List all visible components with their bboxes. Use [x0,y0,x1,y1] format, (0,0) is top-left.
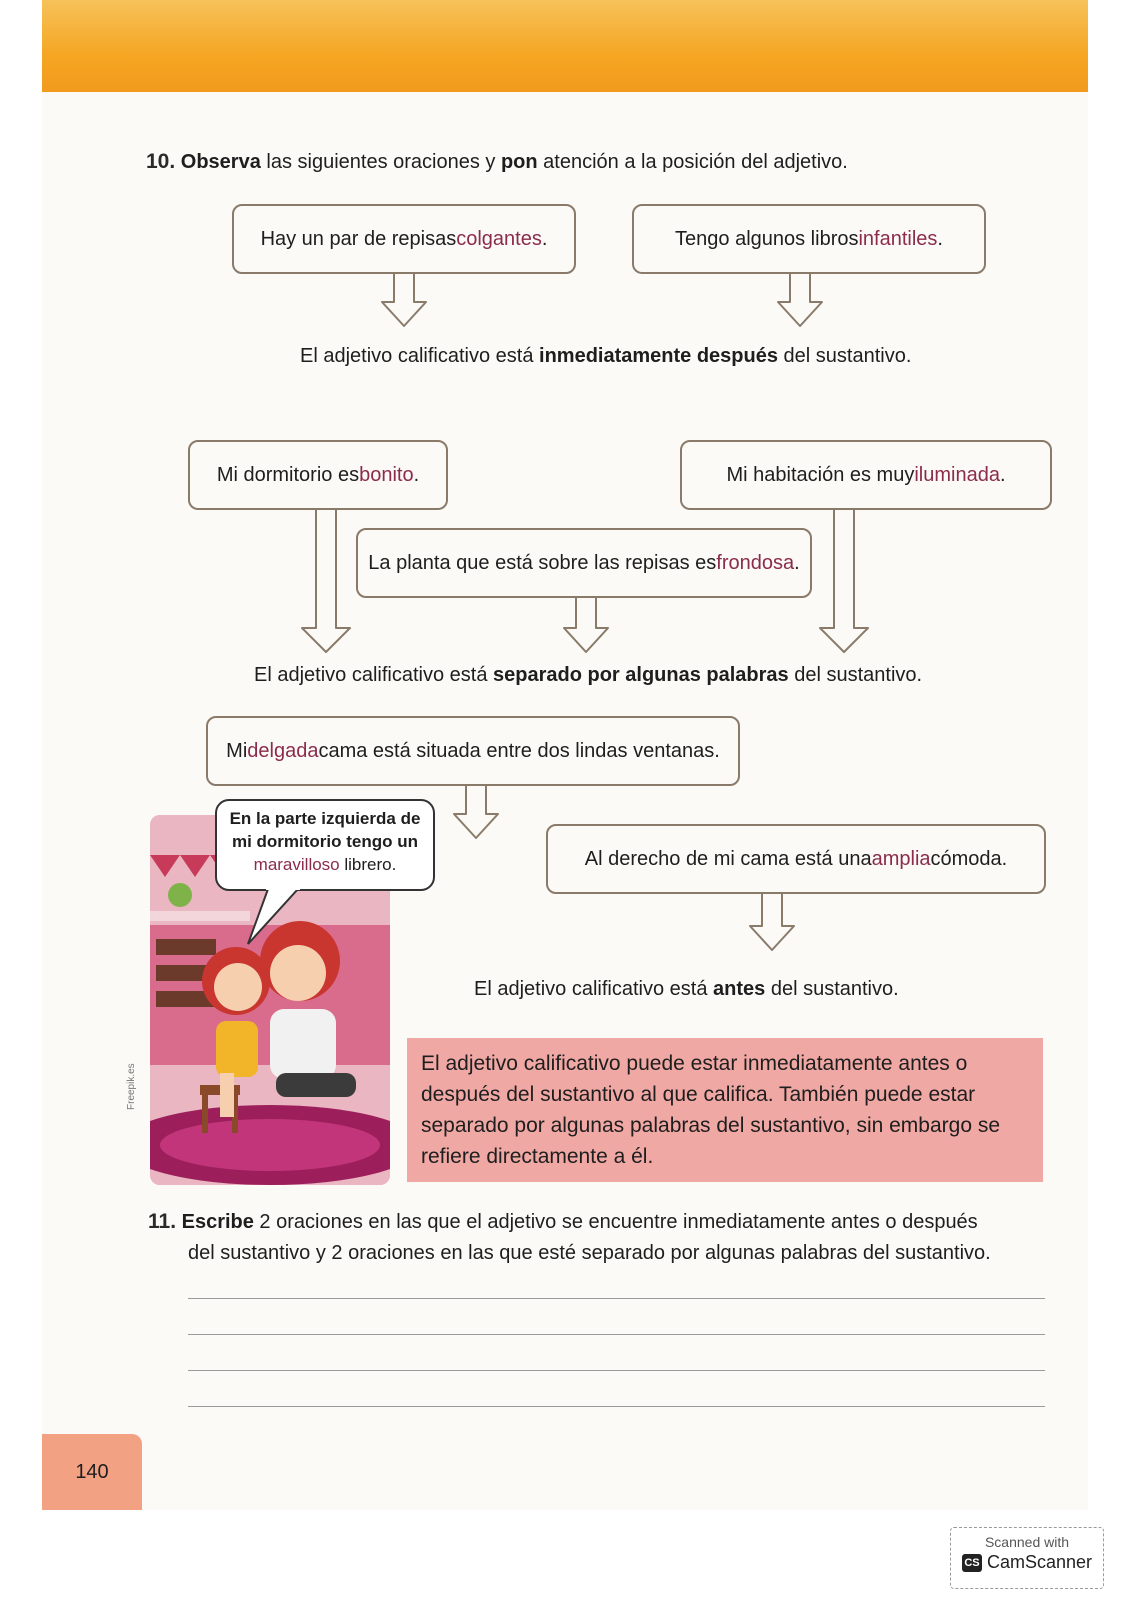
sentence-text: Mi [226,739,248,762]
answer-line[interactable] [188,1406,1045,1407]
sentence-text: Al derecho de mi cama está una [584,847,872,870]
scanner-brand [951,1552,1103,1573]
instruction-verb: pon [500,151,538,173]
instruction-verb: Escribe [181,1211,254,1233]
sentence-text: . [999,463,1006,486]
instruction-text: las siguientes oraciones y [260,151,501,173]
adjective: amplia [871,847,931,870]
adjective: maravilloso [253,855,340,874]
question-11-title [148,1206,1048,1269]
rule-text: del sustantivo. [777,345,912,367]
rule-text: del sustantivo. [788,664,923,686]
scanner-caption: Scanned with [984,1534,1070,1550]
adjective: colgantes [456,227,542,250]
rule-text: del sustantivo. [765,978,899,1000]
question-number: 11. [148,1210,177,1233]
answer-line[interactable] [188,1334,1045,1335]
sentence-text: Mi habitación es muy [726,463,915,486]
page-number: 140 [42,1434,142,1510]
sentence-text: cama está situada entre dos lindas ventanas. [318,739,720,762]
scanner-brand-name: CamScanner [986,1552,1093,1572]
rule-text: El adjetivo calificativo está [300,345,540,367]
summary-note: El adjetivo calificativo puede estar inmediatamente antes o después del sustantivo al que califica. También puede estar separado por algunas palabras del sustantivo, sin embargo se refiere directamente a él. [407,1038,1043,1182]
rule-text: El adjetivo calificativo está [254,664,494,686]
rule-text: El adjetivo calificativo está [474,978,714,1000]
answer-line[interactable] [188,1370,1045,1371]
sentence-text: cómoda. [930,847,1008,870]
bubble-text: En la parte izquierda de [229,809,421,828]
sentence-text: La planta que está sobre las repisas es [368,551,717,574]
instruction-text: del sustantivo y 2 oraciones en las que esté separado por algunas palabras del sustantivo. [188,1242,991,1264]
question-number: 10. [146,150,176,173]
image-credit: Freepik.es [126,1063,137,1110]
rule-emphasis: antes [713,978,766,1000]
adjective: delgada [247,739,319,762]
instruction-text: 2 oraciones en las que el adjetivo se encuentre inmediatamente antes o después [253,1211,978,1233]
adjective: frondosa [716,551,795,574]
sentence-text: Mi dormitorio es [216,463,360,486]
bubble-text: mi dormitorio tengo un [231,832,419,851]
adjective: bonito [359,463,414,486]
sentence-text: Tengo algunos libros [675,227,859,250]
sentence-text: . [541,227,548,250]
rule-emphasis: inmediatamente después [539,345,778,367]
instruction-verb: Observa [180,151,261,173]
sentence-text: . [937,227,943,250]
camscanner-logo-icon: CS [962,1554,982,1572]
adjective: infantiles [858,227,938,250]
rule-statement [474,978,899,1001]
sentence-text: . [413,463,420,486]
instruction-text: atención a la posición del adjetivo. [537,151,848,173]
sentence-text: Hay un par de repisas [260,227,457,250]
scanner-watermark [950,1527,1104,1589]
answer-line[interactable] [188,1298,1045,1299]
sentence-text: . [794,551,800,574]
rule-emphasis: separado por algunas palabras [493,664,789,686]
bubble-text: librero. [339,855,397,874]
adjective: iluminada [914,463,1000,486]
